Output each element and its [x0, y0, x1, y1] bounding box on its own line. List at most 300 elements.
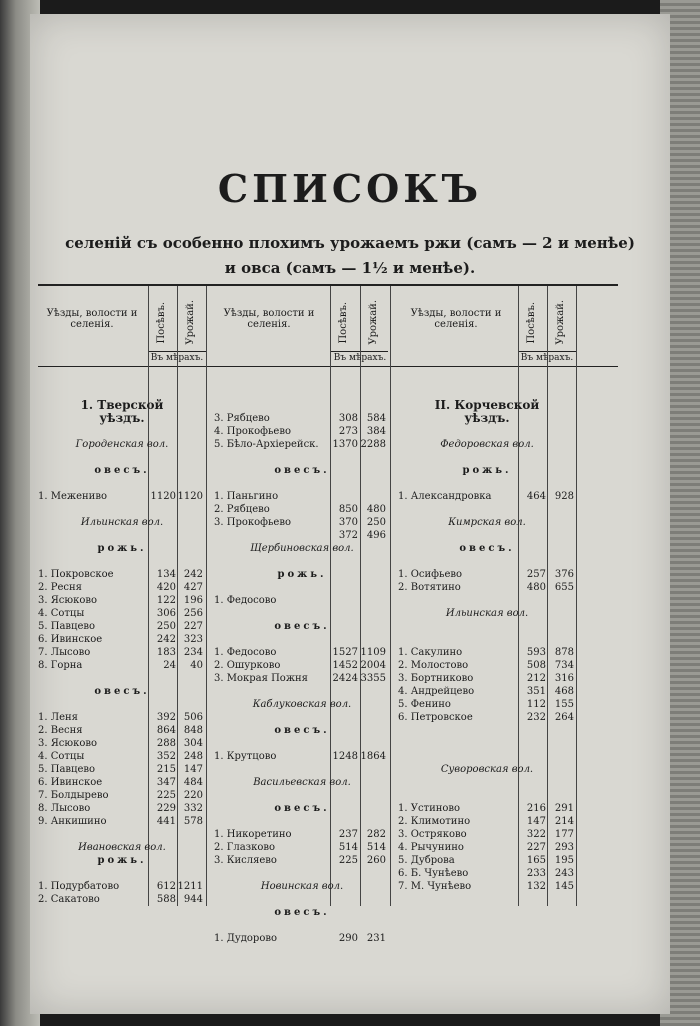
sown-value: 232	[526, 712, 546, 723]
spacer	[38, 867, 206, 880]
village-name: 1. Покровское	[38, 569, 114, 580]
village-name: 1. Леня	[38, 712, 78, 723]
spacer	[214, 867, 390, 880]
yield-value: 147	[183, 764, 203, 775]
yield-value: 264	[554, 712, 574, 723]
section-label	[214, 880, 390, 893]
village-name: 6. Петровское	[398, 712, 473, 723]
header-label: Уѣзды, волости и селенія.	[410, 308, 502, 330]
section-label	[214, 620, 390, 633]
village-name: 5. Фенино	[398, 699, 451, 710]
village-name: Ильинская вол.	[80, 517, 164, 528]
village-name: овесъ.	[94, 465, 150, 476]
section-label	[38, 542, 206, 555]
village-name: 1. Федосово	[214, 647, 277, 658]
yield-value: 293	[554, 842, 574, 853]
table-row	[214, 425, 390, 438]
village-name: рожь.	[97, 543, 147, 554]
sown-value: 352	[156, 751, 176, 762]
table-header-rule	[38, 366, 618, 367]
yield-value: 260	[366, 855, 386, 866]
table-row	[38, 737, 206, 750]
village-name: рожь.	[462, 465, 512, 476]
village-name: 3. Прокофьево	[214, 517, 291, 528]
yield-value: 242	[183, 569, 203, 580]
village-name: 3. Кисляево	[214, 855, 277, 866]
table-row	[38, 802, 206, 815]
book-page	[30, 14, 670, 1014]
village-name: 8. Лысово	[38, 803, 91, 814]
sown-value: 242	[156, 634, 176, 645]
sown-value: 1248	[332, 751, 358, 762]
village-name: овесъ.	[274, 907, 330, 918]
table-row	[398, 581, 576, 594]
sown-value: 370	[338, 517, 358, 528]
sown-value: 290	[338, 933, 358, 944]
section-label	[38, 438, 206, 451]
section-label	[214, 724, 390, 737]
village-name: 7. М. Чунѣево	[398, 881, 472, 892]
village-name: 6. Ивинское	[38, 634, 103, 645]
header-yield: Урожай.	[185, 300, 196, 345]
section-label	[38, 854, 206, 867]
village-name: 3. Ясюково	[38, 738, 98, 749]
spacer	[214, 893, 390, 906]
header-sown: Посѣвъ.	[338, 302, 349, 344]
table-row	[398, 490, 576, 503]
yield-value: 734	[554, 660, 574, 671]
yield-value: 155	[554, 699, 574, 710]
spacer	[214, 555, 390, 568]
spacer	[214, 763, 390, 776]
spacer	[38, 698, 206, 711]
sown-value: 225	[338, 855, 358, 866]
village-name: 1. Крутцово	[214, 751, 277, 762]
village-name: 3. Ясюково	[38, 595, 98, 606]
sown-value: 850	[338, 504, 358, 515]
section-label	[38, 464, 206, 477]
table-row	[38, 750, 206, 763]
sown-value: 1452	[332, 660, 358, 671]
sown-value: 347	[156, 777, 176, 788]
village-name: 2. Молостово	[398, 660, 469, 671]
village-name: Каблуковская вол.	[252, 699, 352, 710]
yield-value: 250	[366, 517, 386, 528]
table-row	[38, 724, 206, 737]
yield-value: 1120	[177, 491, 203, 502]
table-row	[38, 646, 206, 659]
section-label	[398, 464, 576, 477]
spacer	[38, 555, 206, 568]
header-unit: Въ мѣрахъ.	[333, 353, 387, 363]
table-row	[38, 789, 206, 802]
sown-value: 351	[526, 686, 546, 697]
sown-value: 441	[156, 816, 176, 827]
village-name: Федоровская вол.	[440, 439, 534, 450]
spacer	[214, 789, 390, 802]
village-name: 3. Мокрая Пожня	[214, 673, 308, 684]
village-name: 2. Весня	[38, 725, 83, 736]
yield-value: 878	[554, 647, 574, 658]
section-label	[214, 906, 390, 919]
table-row	[214, 646, 390, 659]
table-row	[214, 412, 390, 425]
sown-value: 212	[526, 673, 546, 684]
yield-value: 177	[554, 829, 574, 840]
village-name: 2. Ресня	[38, 582, 82, 593]
section-label	[214, 568, 390, 581]
table-row	[398, 672, 576, 685]
table-row	[398, 854, 576, 867]
table-row	[38, 607, 206, 620]
yield-value: 2288	[360, 439, 386, 450]
village-name: Новинская вол.	[260, 881, 344, 892]
sown-value: 508	[526, 660, 546, 671]
column-divider	[390, 286, 391, 906]
village-name: Щербиновская вол.	[250, 543, 354, 554]
table-column-1	[38, 399, 206, 906]
village-name: Ивановская вол.	[78, 842, 166, 853]
village-name: 1. Никоретино	[214, 829, 292, 840]
village-name: 3. Рябцево	[214, 413, 270, 424]
spacer	[214, 737, 390, 750]
village-name: 1. Дудорово	[214, 933, 277, 944]
village-name: 1. Устиново	[398, 803, 461, 814]
spacer	[214, 633, 390, 646]
sown-value: 864	[156, 725, 176, 736]
sown-value: 24	[163, 660, 176, 671]
sown-value: 257	[526, 569, 546, 580]
yield-value: 578	[183, 816, 203, 827]
header-sown: Посѣвъ.	[526, 302, 537, 344]
table-row	[398, 841, 576, 854]
sown-value: 216	[526, 803, 546, 814]
village-name: 1. Сакулино	[398, 647, 463, 658]
table-row	[398, 802, 576, 815]
sown-value: 132	[526, 881, 546, 892]
yield-value: 243	[554, 868, 574, 879]
village-name: 2. Рябцево	[214, 504, 270, 515]
spacer	[398, 555, 576, 568]
spacer	[398, 425, 576, 438]
village-name: 1. Александровка	[398, 491, 492, 502]
spacer	[214, 685, 390, 698]
village-name: 5. Павцево	[38, 621, 96, 632]
village-name: 5. Дуброва	[398, 855, 455, 866]
sown-value: 273	[338, 426, 358, 437]
yield-value: 584	[366, 413, 386, 424]
sown-value: 122	[156, 595, 176, 606]
village-name: 4. Сотцы	[38, 751, 85, 762]
table-row	[214, 529, 390, 542]
table-row	[38, 594, 206, 607]
village-name: овесъ.	[274, 725, 330, 736]
yield-value: 1109	[360, 647, 386, 658]
yield-value: 484	[183, 777, 203, 788]
village-name: 5. Бѣло-Архіерейск.	[214, 439, 319, 450]
sown-value: 392	[156, 712, 176, 723]
table-row	[214, 438, 390, 451]
table-row	[38, 490, 206, 503]
village-name: 4. Рычунино	[398, 842, 464, 853]
village-name: 4. Прокофьево	[214, 426, 291, 437]
yield-value: 496	[366, 530, 386, 541]
village-name: 7. Болдырево	[38, 790, 109, 801]
yield-value: 468	[554, 686, 574, 697]
sown-value: 372	[338, 530, 358, 541]
village-name: II. Корчевской	[434, 398, 540, 412]
village-name: 8. Горна	[38, 660, 83, 671]
yield-value: 2004	[360, 660, 386, 671]
yield-value: 304	[183, 738, 203, 749]
spacer	[214, 451, 390, 464]
spacer	[214, 399, 390, 412]
table-row	[38, 880, 206, 893]
village-name: Суворовская вол.	[440, 764, 534, 775]
yield-value: 196	[183, 595, 203, 606]
sown-value: 306	[156, 608, 176, 619]
table-column-2	[214, 399, 390, 945]
sown-value: 233	[526, 868, 546, 879]
village-name: 1. Тверской	[80, 398, 164, 412]
yield-value: 214	[554, 816, 574, 827]
header-label: Уѣзды, волости и селенія.	[223, 308, 315, 330]
sown-value: 2424	[332, 673, 358, 684]
table-row	[214, 503, 390, 516]
yield-value: 3355	[360, 673, 386, 684]
village-name: 7. Лысово	[38, 647, 91, 658]
yield-value: 195	[554, 855, 574, 866]
spacer	[398, 776, 576, 789]
yield-value: 655	[554, 582, 574, 593]
spacer	[38, 451, 206, 464]
village-name: 9. Анкишино	[38, 816, 107, 827]
table-row	[214, 516, 390, 529]
village-name: 6. Б. Чунѣево	[398, 868, 469, 879]
sown-value: 165	[526, 855, 546, 866]
section-label	[214, 542, 390, 555]
section-label	[38, 685, 206, 698]
village-name: рожь.	[277, 569, 327, 580]
page-title: СПИСОКЪ	[217, 166, 483, 211]
section-label	[214, 802, 390, 815]
sown-value: 322	[526, 829, 546, 840]
sown-value: 229	[156, 803, 176, 814]
table-row	[38, 633, 206, 646]
table-row	[214, 672, 390, 685]
column-divider	[206, 286, 207, 906]
spacer	[38, 425, 206, 438]
table-row	[214, 490, 390, 503]
header-unit: Въ мѣрахъ.	[150, 353, 204, 363]
yield-value: 291	[554, 803, 574, 814]
yield-value: 234	[183, 647, 203, 658]
subtitle-line-1: селеній съ особенно плохимъ урожаемъ ржи (самъ — 2 и менѣе)	[65, 234, 635, 252]
yield-value: 220	[183, 790, 203, 801]
village-name: 3. Остряково	[398, 829, 467, 840]
village-name: 1. Осифьево	[398, 569, 463, 580]
spacer	[398, 750, 576, 763]
sown-value: 147	[526, 816, 546, 827]
section-label	[214, 698, 390, 711]
spacer	[38, 828, 206, 841]
village-name: 2. Климотино	[398, 816, 471, 827]
village-name: 5. Павцево	[38, 764, 96, 775]
sown-value: 112	[526, 699, 546, 710]
yield-value: 514	[366, 842, 386, 853]
spacer	[398, 477, 576, 490]
header-unit: Въ мѣрахъ.	[520, 353, 574, 363]
sown-value: 588	[156, 894, 176, 905]
table-row	[398, 711, 576, 724]
spacer	[214, 581, 390, 594]
village-name: Ильинская вол.	[445, 608, 529, 619]
spacer	[398, 529, 576, 542]
spacer	[398, 724, 576, 737]
yield-value: 282	[366, 829, 386, 840]
spacer	[38, 477, 206, 490]
header-label: Уѣзды, волости и селенія.	[46, 308, 138, 330]
yield-value: 376	[554, 569, 574, 580]
yield-value: 506	[183, 712, 203, 723]
table-row	[398, 646, 576, 659]
spacer	[398, 451, 576, 464]
spacer	[214, 815, 390, 828]
section-label	[398, 763, 576, 776]
spacer	[214, 477, 390, 490]
yield-value: 323	[183, 634, 203, 645]
spacer	[398, 737, 576, 750]
table-row	[38, 815, 206, 828]
section-label	[38, 412, 206, 425]
sown-value: 514	[338, 842, 358, 853]
village-name: 6. Ивинское	[38, 777, 103, 788]
sown-value: 288	[156, 738, 176, 749]
yield-value: 231	[366, 933, 386, 944]
table-row	[398, 568, 576, 581]
sown-value: 250	[156, 621, 176, 632]
yield-value: 480	[366, 504, 386, 515]
section-label	[398, 516, 576, 529]
table-row	[398, 828, 576, 841]
table-row	[38, 581, 206, 594]
sown-value: 237	[338, 829, 358, 840]
table-row	[214, 932, 390, 945]
yield-value: 1211	[177, 881, 203, 892]
spacer	[38, 672, 206, 685]
village-name: 1. Подурбатово	[38, 881, 120, 892]
sown-value: 308	[338, 413, 358, 424]
table-row	[38, 659, 206, 672]
spacer	[398, 633, 576, 646]
sown-value: 134	[156, 569, 176, 580]
sown-value: 227	[526, 842, 546, 853]
spacer	[214, 607, 390, 620]
table-row	[398, 815, 576, 828]
village-name: 2. Сакатово	[38, 894, 100, 905]
table-row	[38, 776, 206, 789]
table-row	[214, 594, 390, 607]
sown-value: 612	[156, 881, 176, 892]
yield-value: 1864	[360, 751, 386, 762]
table-row	[214, 659, 390, 672]
section-label	[214, 464, 390, 477]
table-column-3	[398, 399, 576, 893]
sown-value: 215	[156, 764, 176, 775]
yield-value: 248	[183, 751, 203, 762]
yield-value: 928	[554, 491, 574, 502]
table-row	[398, 698, 576, 711]
subtitle-line-2: и овса (самъ — 1½ и менѣе).	[224, 259, 476, 277]
table-row	[214, 828, 390, 841]
table-row	[398, 685, 576, 698]
village-name: рожь.	[97, 855, 147, 866]
column-divider	[576, 286, 577, 906]
header-sown: Посѣвъ.	[156, 302, 167, 344]
village-name: 3. Бортниково	[398, 673, 474, 684]
village-name: Васильевская вол.	[253, 777, 351, 788]
sown-value: 1120	[150, 491, 176, 502]
sown-value: 464	[526, 491, 546, 502]
section-label	[398, 607, 576, 620]
spacer	[214, 711, 390, 724]
village-name: 1. Паньгино	[214, 491, 279, 502]
yield-value: 384	[366, 426, 386, 437]
village-name: овесъ.	[274, 465, 330, 476]
table-row	[38, 763, 206, 776]
village-name: Городенская вол.	[75, 439, 169, 450]
sown-value: 1370	[332, 439, 358, 450]
village-name: Кимрская вол.	[448, 517, 526, 528]
yield-value: 332	[183, 803, 203, 814]
section-label	[38, 841, 206, 854]
village-name: 2. Ошурково	[214, 660, 281, 671]
spacer	[398, 789, 576, 802]
table-row	[398, 867, 576, 880]
section-label	[398, 542, 576, 555]
spacer	[398, 620, 576, 633]
yield-value: 40	[190, 660, 203, 671]
table-row	[398, 880, 576, 893]
section-label	[38, 516, 206, 529]
yield-value: 848	[183, 725, 203, 736]
village-name: овесъ.	[274, 803, 330, 814]
yield-value: 227	[183, 621, 203, 632]
spacer	[214, 919, 390, 932]
table-row	[38, 711, 206, 724]
village-name: овесъ.	[94, 686, 150, 697]
village-name: 4. Сотцы	[38, 608, 85, 619]
table-row	[38, 620, 206, 633]
village-name: овесъ.	[274, 621, 330, 632]
sown-value: 225	[156, 790, 176, 801]
sown-value: 1527	[332, 647, 358, 658]
spacer	[38, 529, 206, 542]
unit-rule	[330, 351, 388, 352]
village-name: уѣздъ.	[464, 411, 510, 425]
village-name: 1. Федосово	[214, 595, 277, 606]
yield-value: 316	[554, 673, 574, 684]
header-yield: Урожай.	[368, 300, 379, 345]
yield-value: 145	[554, 881, 574, 892]
sown-value: 593	[526, 647, 546, 658]
header-yield: Урожай.	[555, 300, 566, 345]
table-row	[38, 893, 206, 906]
table-row	[398, 659, 576, 672]
village-name: 2. Глазково	[214, 842, 276, 853]
table-row	[214, 750, 390, 763]
table-row	[214, 841, 390, 854]
